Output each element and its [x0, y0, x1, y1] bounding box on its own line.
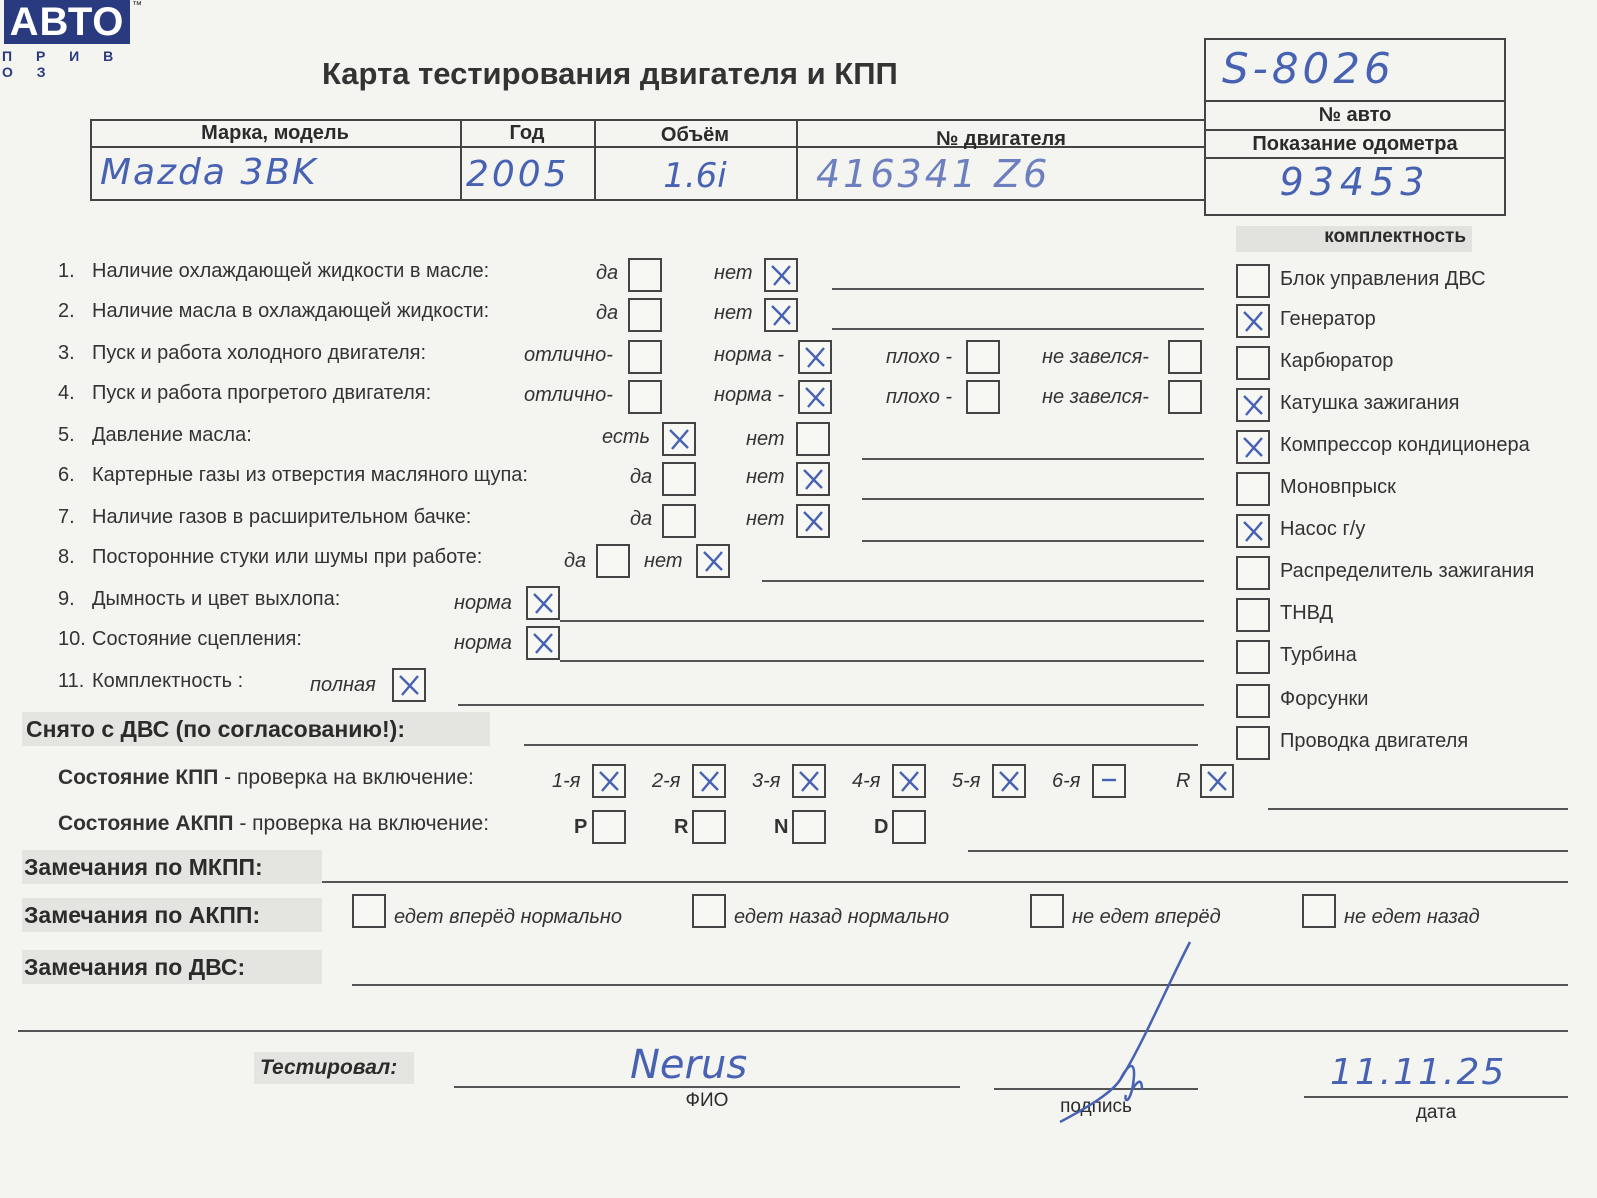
fill-line [762, 580, 1204, 582]
akpp-label: Состояние АКПП - проверка на включение: [58, 812, 490, 835]
akpp-remark-checkbox[interactable] [1030, 894, 1064, 928]
item-label: Комплектность : [92, 670, 244, 692]
completeness-item-label: Распределитель зажигания [1280, 560, 1535, 582]
tester-name: Nerus [630, 1042, 748, 1088]
test-date: 11.11.25 [1330, 1052, 1507, 1093]
handwritten-signature [1020, 930, 1220, 1130]
col-header-make: Марка, модель [201, 122, 349, 144]
completeness-checkbox[interactable] [1236, 388, 1270, 422]
gear-checkbox[interactable] [592, 764, 626, 798]
gear-label: 2-я [652, 770, 681, 792]
item-number: 10. [58, 628, 86, 650]
gear-checkbox[interactable] [692, 764, 726, 798]
completeness-item-label: Насос г/у [1280, 518, 1366, 540]
gear-checkbox[interactable] [1092, 764, 1126, 798]
fill-line [862, 498, 1204, 500]
completeness-item-label: Катушка зажигания [1280, 392, 1460, 414]
akpp-gear-checkbox[interactable] [592, 810, 626, 844]
item-number: 11. [58, 670, 85, 692]
akpp-gear-label: N [774, 816, 789, 838]
option-label: нет [746, 466, 785, 488]
item-label: Картерные газы из отверстия масляного щупа: [92, 464, 528, 486]
gear-label: 5-я [952, 770, 981, 792]
akpp-gear-label: P [574, 816, 588, 838]
fill-line [862, 540, 1204, 542]
gear-label: 6-я [1052, 770, 1081, 792]
completeness-checkbox[interactable] [1236, 264, 1270, 298]
item-number: 8. [58, 546, 75, 568]
auto-number-label: № авто [1318, 104, 1392, 126]
item-label: Наличие газов в расширительном бачке: [92, 506, 472, 528]
completeness-item-label: Форсунки [1280, 688, 1369, 710]
fill-line [524, 744, 1198, 746]
fill-line [352, 984, 1568, 986]
gear-checkbox[interactable] [1200, 764, 1234, 798]
checkbox-normal[interactable] [526, 586, 560, 620]
fill-line [560, 660, 1204, 662]
checkbox-yes[interactable] [662, 504, 696, 538]
completeness-checkbox[interactable] [1236, 430, 1270, 464]
fill-line [862, 458, 1204, 460]
checkbox-excellent[interactable] [628, 380, 662, 414]
remarks-dvs-label: Замечания по ДВС: [22, 950, 322, 984]
option-label: нет [644, 550, 683, 572]
gear-label: R [1176, 770, 1191, 792]
item-label: Наличие масла в охлаждающей жидкости: [92, 300, 490, 322]
signature-caption: подпись [1060, 1096, 1132, 1117]
checkbox-yes[interactable] [628, 298, 662, 332]
item-label: Пуск и работа прогретого двигателя: [92, 382, 432, 404]
col-header-volume: Объём [660, 124, 730, 146]
fill-line [322, 881, 1568, 883]
fill-line [968, 850, 1568, 852]
checkbox-no[interactable] [696, 544, 730, 578]
completeness-checkbox[interactable] [1236, 472, 1270, 506]
completeness-checkbox[interactable] [1236, 640, 1270, 674]
option-label: да [596, 262, 619, 284]
checkbox-yes[interactable] [662, 462, 696, 496]
completeness-checkbox[interactable] [1236, 726, 1270, 760]
value-engine-no: 416341 Z6 [816, 152, 1051, 196]
logo-trademark: ™ [132, 0, 142, 11]
gear-label: 3-я [752, 770, 781, 792]
option-label: не завелся- [1042, 386, 1149, 408]
divider [1204, 157, 1506, 159]
odometer-value: 93453 [1279, 160, 1431, 204]
removed-label: Снято с ДВС (по согласованию!): [22, 712, 490, 746]
col-header-engine-no: № двигателя [936, 128, 1066, 150]
gear-label: 4-я [852, 770, 881, 792]
item-number: 4. [58, 382, 75, 404]
akpp-gear-checkbox[interactable] [692, 810, 726, 844]
checkbox-bad[interactable] [966, 340, 1000, 374]
gear-label: 1-я [552, 770, 581, 792]
completeness-checkbox[interactable] [1236, 556, 1270, 590]
item-label: Давление масла: [92, 424, 252, 446]
item-number: 6. [58, 464, 75, 486]
checkbox-yes[interactable] [628, 258, 662, 292]
date-caption: дата [1415, 1102, 1457, 1123]
completeness-item-label: Карбюратор [1280, 350, 1394, 372]
kpp-label: Состояние КПП - проверка на включение: [58, 766, 474, 789]
fill-line [560, 620, 1204, 622]
akpp-gear-checkbox[interactable] [792, 810, 826, 844]
completeness-title: комплектность [1236, 226, 1472, 252]
item-number: 1. [58, 260, 75, 282]
checkbox-no[interactable] [796, 462, 830, 496]
fill-line [1268, 808, 1568, 810]
item-number: 5. [58, 424, 75, 446]
fill-line [458, 704, 1204, 706]
odometer-label: Показание одометра [1252, 133, 1458, 155]
checkbox-yes[interactable] [662, 422, 696, 456]
option-label: норма [454, 632, 512, 654]
gear-checkbox[interactable] [992, 764, 1026, 798]
page-title: Карта тестирования двигателя и КПП [322, 56, 898, 91]
value-volume: 1.6i [663, 156, 727, 196]
checkbox-no-start[interactable] [1168, 340, 1202, 374]
completeness-item-label: Блок управления ДВС [1280, 268, 1486, 290]
item-number: 7. [58, 506, 75, 528]
akpp-gear-label: D [874, 816, 889, 838]
checkbox-yes[interactable] [596, 544, 630, 578]
option-label: плохо - [886, 386, 953, 408]
completeness-checkbox[interactable] [1236, 684, 1270, 718]
akpp-remark-label: не едет вперёд [1072, 906, 1221, 928]
akpp-remark-checkbox[interactable] [1302, 894, 1336, 928]
auto-number-value: S-8026 [1222, 44, 1395, 93]
checkbox-excellent[interactable] [628, 340, 662, 374]
gear-checkbox[interactable] [792, 764, 826, 798]
akpp-remark-checkbox[interactable] [692, 894, 726, 928]
checkbox-no-start[interactable] [1168, 380, 1202, 414]
item-number: 2. [58, 300, 75, 322]
item-label: Наличие охлаждающей жидкости в масле: [92, 260, 490, 282]
option-label: полная [310, 674, 376, 696]
fill-line [832, 328, 1204, 330]
fill-line [832, 288, 1204, 290]
fill-line [18, 1030, 1568, 1032]
checkbox-normal[interactable] [798, 340, 832, 374]
option-label: да [564, 550, 587, 572]
completeness-item-label: Проводка двигателя [1280, 730, 1469, 752]
option-label: нет [714, 262, 753, 284]
item-label: Посторонние стуки или шумы при работе: [92, 546, 483, 568]
akpp-remark-label: не едет назад [1344, 906, 1480, 928]
checkbox-no[interactable] [764, 258, 798, 292]
value-make: Mazda 3BK [100, 152, 318, 193]
option-label: нет [746, 428, 785, 450]
akpp-gear-checkbox[interactable] [892, 810, 926, 844]
checkbox-full[interactable] [392, 668, 426, 702]
date-line [1304, 1096, 1568, 1098]
option-label: не завелся- [1042, 346, 1149, 368]
option-label: норма - [714, 384, 785, 406]
option-label: да [630, 466, 653, 488]
option-label: нет [746, 508, 785, 530]
avto-privoz-logo [0, 0, 142, 80]
item-label: Дымность и цвет выхлопа: [92, 588, 341, 610]
completeness-checkbox[interactable] [1236, 598, 1270, 632]
divider [1204, 129, 1506, 131]
remarks-mkpp-label: Замечания по МКПП: [22, 850, 322, 884]
option-label: да [596, 302, 619, 324]
checkbox-normal[interactable] [798, 380, 832, 414]
completeness-checkbox[interactable] [1236, 304, 1270, 338]
tested-label: Тестировал: [254, 1052, 414, 1084]
completeness-item-label: Генератор [1280, 308, 1376, 330]
divider [1204, 100, 1506, 102]
option-label: отлично- [524, 344, 613, 366]
option-label: есть [602, 426, 651, 448]
akpp-remark-label: едет назад нормально [734, 906, 950, 928]
completeness-item-label: ТНВД [1280, 602, 1334, 624]
checkbox-normal[interactable] [526, 626, 560, 660]
item-label: Пуск и работа холодного двигателя: [92, 342, 427, 364]
checkbox-no[interactable] [796, 422, 830, 456]
akpp-remark-label: едет вперёд нормально [394, 906, 623, 928]
completeness-checkbox[interactable] [1236, 514, 1270, 548]
logo-subtitle: П Р И В О З [2, 48, 124, 80]
gear-checkbox[interactable] [892, 764, 926, 798]
option-label: норма [454, 592, 512, 614]
item-number: 3. [58, 342, 75, 364]
item-number: 9. [58, 588, 75, 610]
completeness-checkbox[interactable] [1236, 346, 1270, 380]
option-label: нет [714, 302, 753, 324]
option-label: отлично- [524, 384, 613, 406]
option-label: плохо - [886, 346, 953, 368]
completeness-item-label: Турбина [1280, 644, 1357, 666]
option-label: да [630, 508, 653, 530]
completeness-item-label: Моновпрыск [1280, 476, 1396, 498]
col-header-year: Год [509, 122, 545, 144]
completeness-item-label: Компрессор кондиционера [1280, 434, 1530, 456]
checkbox-no[interactable] [796, 504, 830, 538]
checkbox-bad[interactable] [966, 380, 1000, 414]
akpp-remark-checkbox[interactable] [352, 894, 386, 928]
logo-brand: АВТО [4, 0, 130, 44]
name-caption: ФИО [685, 1090, 729, 1111]
item-label: Состояние сцепления: [92, 628, 302, 650]
akpp-gear-label: R [674, 816, 689, 838]
value-year: 2005 [466, 154, 570, 195]
checkbox-no[interactable] [764, 298, 798, 332]
remarks-akpp-label: Замечания по АКПП: [22, 898, 322, 932]
option-label: норма - [714, 344, 785, 366]
